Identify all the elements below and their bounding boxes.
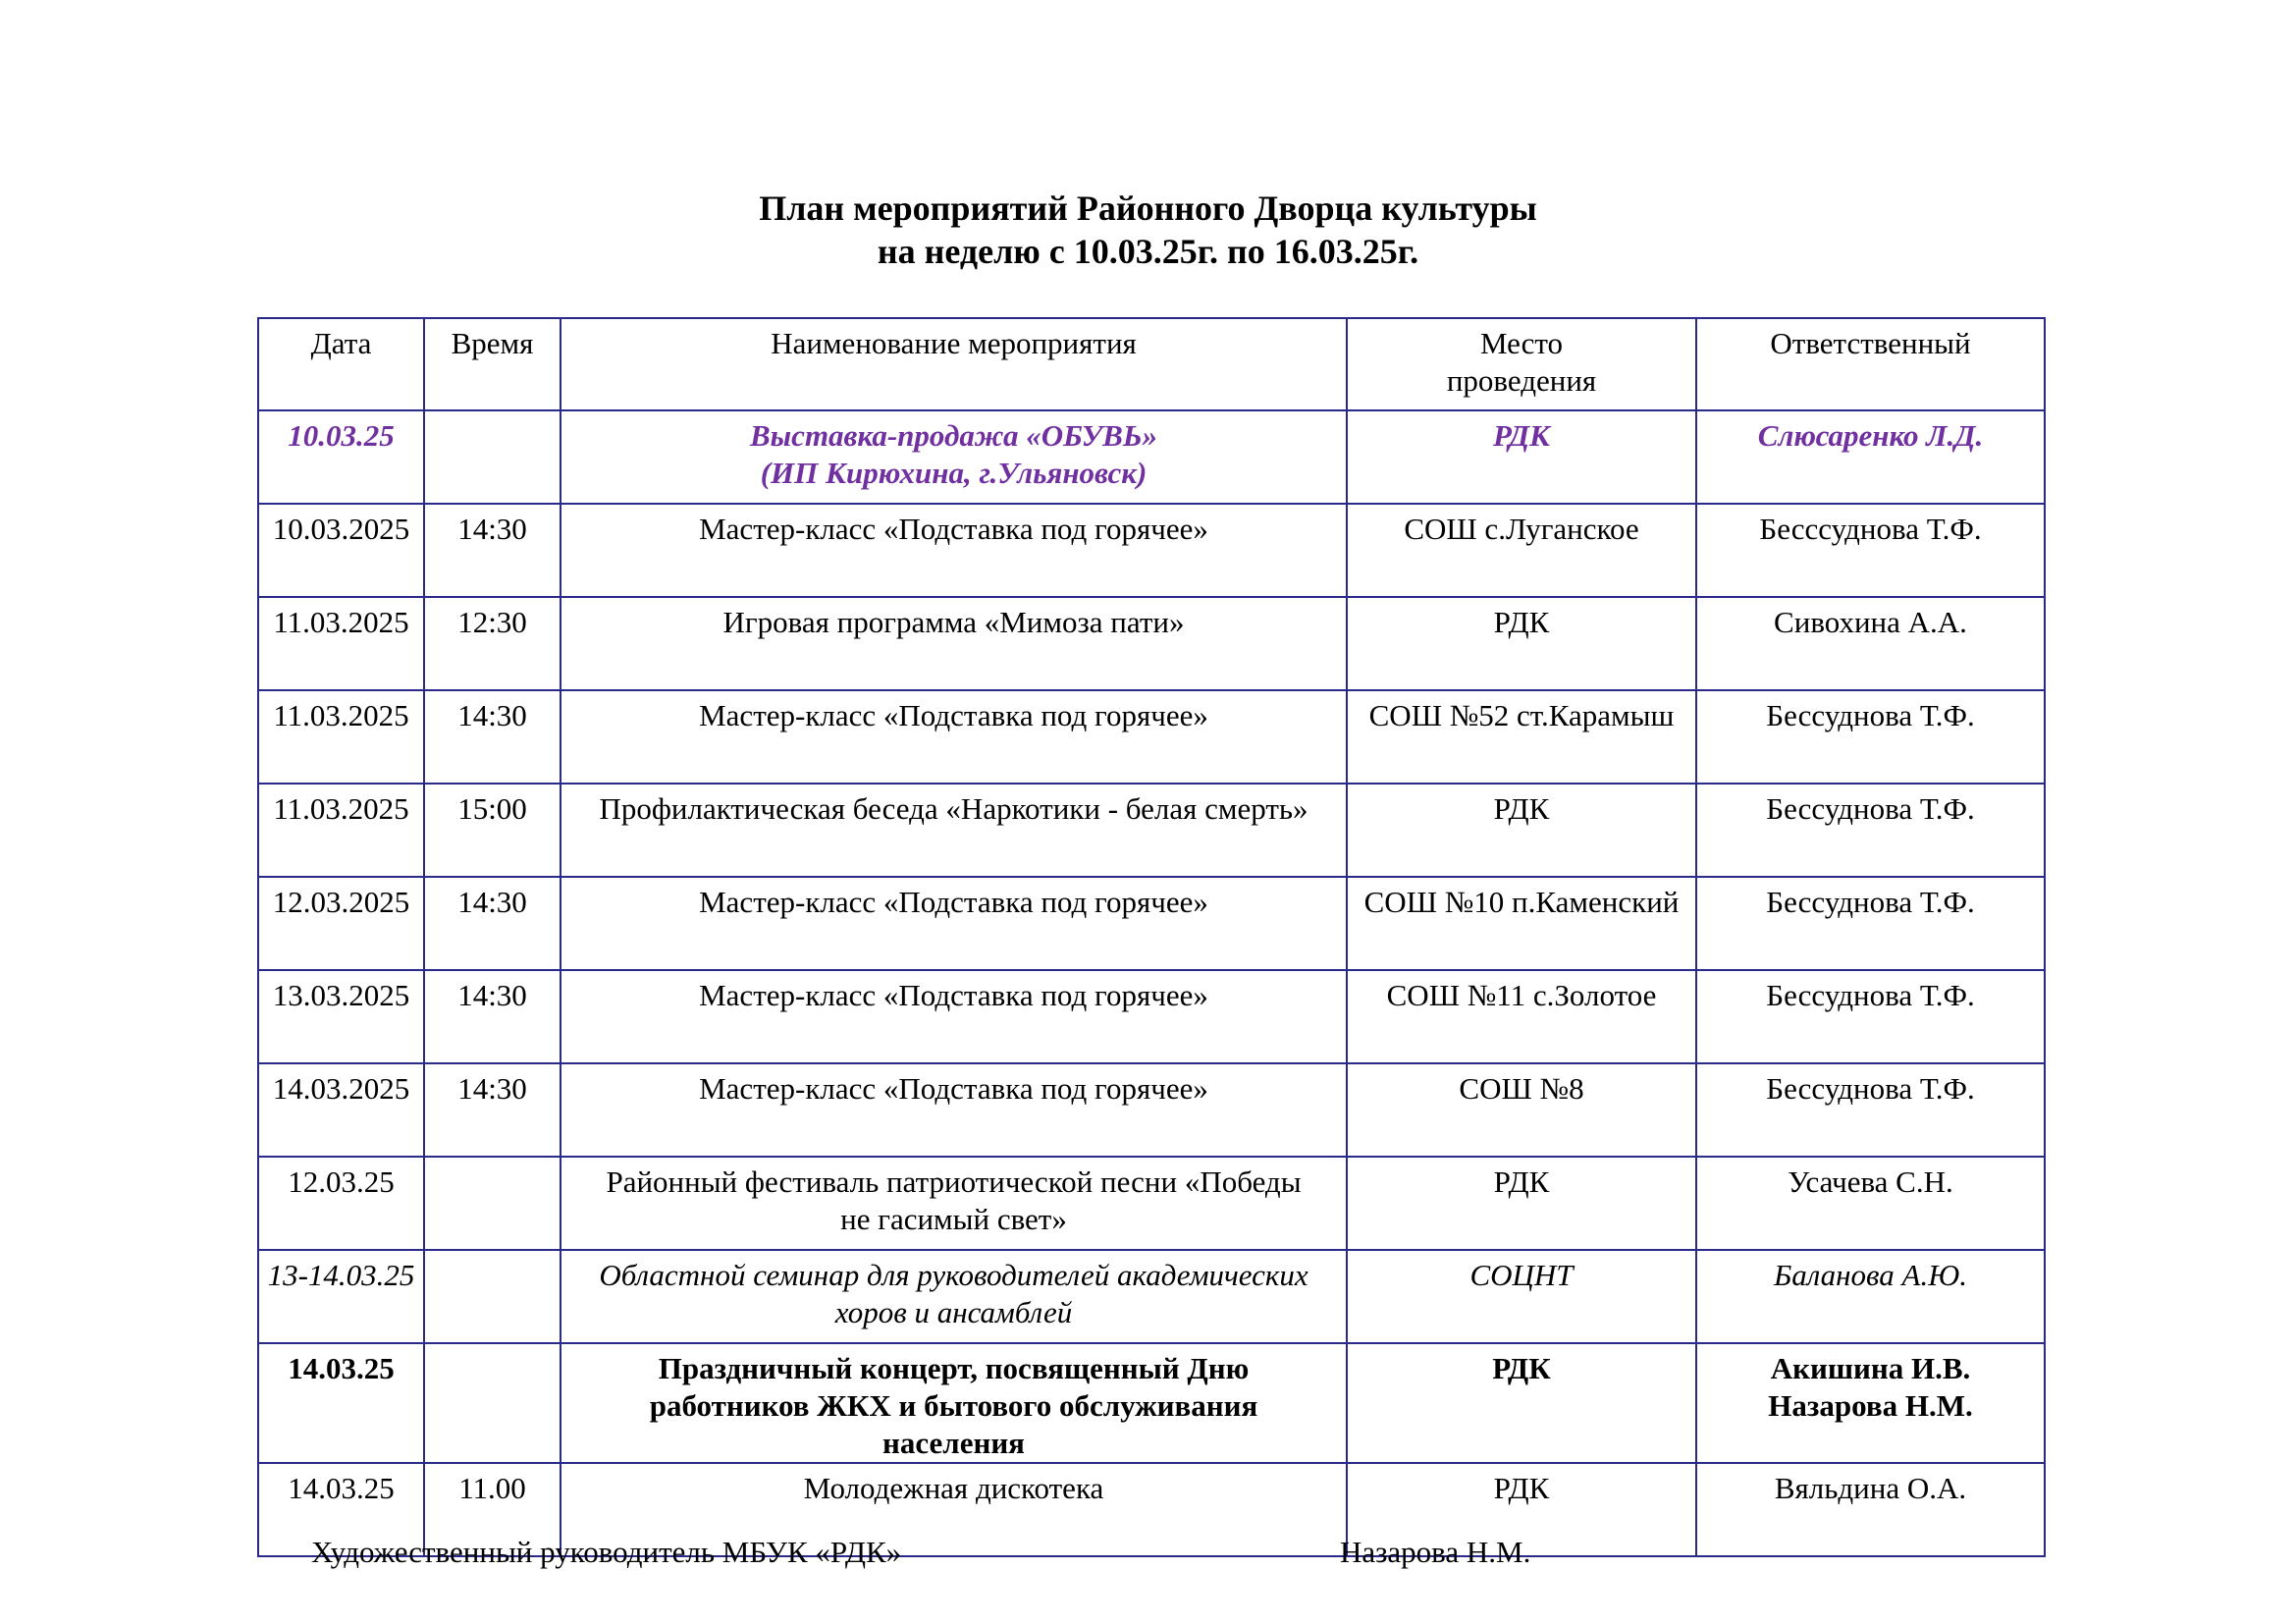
cell-date: 11.03.2025 [258,597,424,690]
cell-responsible: Сивохина А.А. [1696,597,2045,690]
cell-place: РДК [1347,597,1696,690]
cell-time: 11.00 [424,1463,561,1556]
cell-place: РДК [1347,1463,1696,1556]
cell-date: 13.03.2025 [258,970,424,1063]
cell-name-line-2: хоров и ансамблей [834,1295,1073,1329]
cell-name [561,1157,1347,1250]
cell-name: Мастер-класс «Подставка под горячее» [561,877,1347,970]
cell-responsible [1696,1343,2045,1463]
header-time: Время [424,318,561,410]
cell-name-line-2: (ИП Кирюхина, г.Ульяновск) [760,456,1148,490]
cell-name-line-1: Выставка-продажа «ОБУВЬ» [750,418,1157,453]
cell-place: СОШ с.Луганское [1347,504,1696,597]
cell-time: 14:30 [424,1063,561,1157]
cell-responsible: Бессуднова Т.Ф. [1696,970,2045,1063]
cell-time: 14:30 [424,690,561,784]
cell-date: 14.03.25 [258,1463,424,1556]
cell-name: Мастер-класс «Подставка под горячее» [561,1063,1347,1157]
header-responsible: Ответственный [1696,318,2045,410]
cell-name-line-3: населения [882,1426,1025,1460]
cell-place: СОШ №52 ст.Карамыш [1347,690,1696,784]
cell-responsible: Бесссуднова Т.Ф. [1696,504,2045,597]
table-row [258,504,2045,597]
cell-name: Игровая программа «Мимоза пати» [561,597,1347,690]
cell-name-line-1: Праздничный концерт, посвященный Дню [658,1351,1250,1385]
cell-date: 11.03.2025 [258,784,424,877]
cell-responsible: Баланова А.Ю. [1696,1250,2045,1343]
cell-date: 11.03.2025 [258,690,424,784]
table-row [258,410,2045,504]
cell-responsible: Бессуднова Т.Ф. [1696,690,2045,784]
cell-time: 15:00 [424,784,561,877]
title-line-1: План мероприятий Районного Дворца культуры [759,189,1537,228]
cell-time: 14:30 [424,877,561,970]
cell-date: 14.03.25 [258,1343,424,1463]
header-name: Наименование мероприятия [561,318,1347,410]
table-row [258,1250,2045,1343]
table-row [258,597,2045,690]
events-table [257,317,2046,1557]
cell-name: Профилактическая беседа «Наркотики - белая смерть» [561,784,1347,877]
table-row [258,1157,2045,1250]
table-row [258,1343,2045,1463]
cell-name [561,1343,1347,1463]
cell-name-line-1: Районный фестиваль патриотической песни «Победы [606,1164,1302,1199]
cell-name-line-1: Областной семинар для руководителей академических [599,1258,1308,1292]
cell-responsible: Слюсаренко Л.Д. [1696,410,2045,504]
table-row [258,784,2045,877]
cell-responsible-line-1: Акишина И.В. [1770,1351,1971,1385]
cell-place: СОШ №10 п.Каменский [1347,877,1696,970]
cell-place: РДК [1347,784,1696,877]
cell-name: Молодежная дискотека [561,1463,1347,1556]
header-place-line-1: Место [1479,326,1564,360]
cell-name [561,1250,1347,1343]
header-date: Дата [258,318,424,410]
cell-time [424,1250,561,1343]
cell-time: 14:30 [424,970,561,1063]
cell-responsible-line-2: Назарова Н.М. [1768,1388,1973,1423]
cell-name: Мастер-класс «Подставка под горячее» [561,504,1347,597]
cell-responsible: Усачева С.Н. [1696,1157,2045,1250]
cell-responsible: Бессуднова Т.Ф. [1696,877,2045,970]
cell-place: СОЦНТ [1347,1250,1696,1343]
cell-name-line-2: не гасимый свет» [840,1202,1067,1236]
footer-signatory: Назарова Н.М. [1340,1535,1531,1569]
cell-time: 14:30 [424,504,561,597]
cell-responsible: Бессуднова Т.Ф. [1696,1063,2045,1157]
header-place [1347,318,1696,410]
cell-time [424,410,561,504]
title-line-2: на неделю с 10.03.25г. по 16.03.25г. [877,232,1419,271]
table-row [258,1063,2045,1157]
footer-position: Художественный руководитель МБУК «РДК» [311,1535,902,1569]
cell-date: 14.03.2025 [258,1063,424,1157]
cell-time: 12:30 [424,597,561,690]
cell-date: 13-14.03.25 [258,1250,424,1343]
cell-place: РДК [1347,1157,1696,1250]
cell-date: 10.03.25 [258,410,424,504]
cell-name: Мастер-класс «Подставка под горячее» [561,970,1347,1063]
cell-date: 10.03.2025 [258,504,424,597]
cell-time [424,1157,561,1250]
cell-time [424,1343,561,1463]
cell-place: РДК [1347,410,1696,504]
cell-name-line-2: работников ЖКХ и бытового обслуживания [649,1388,1258,1423]
cell-responsible: Бессуднова Т.Ф. [1696,784,2045,877]
cell-name [561,410,1347,504]
cell-date: 12.03.2025 [258,877,424,970]
table-row [258,970,2045,1063]
cell-responsible: Вяльдина О.А. [1696,1463,2045,1556]
cell-place: СОШ №8 [1347,1063,1696,1157]
table-row [258,690,2045,784]
cell-place: РДК [1347,1343,1696,1463]
document-title [0,187,2296,273]
table-row [258,877,2045,970]
header-place-line-2: проведения [1446,363,1597,398]
table-header-row [258,318,2045,410]
cell-place: СОШ №11 с.Золотое [1347,970,1696,1063]
cell-date: 12.03.25 [258,1157,424,1250]
cell-name: Мастер-класс «Подставка под горячее» [561,690,1347,784]
